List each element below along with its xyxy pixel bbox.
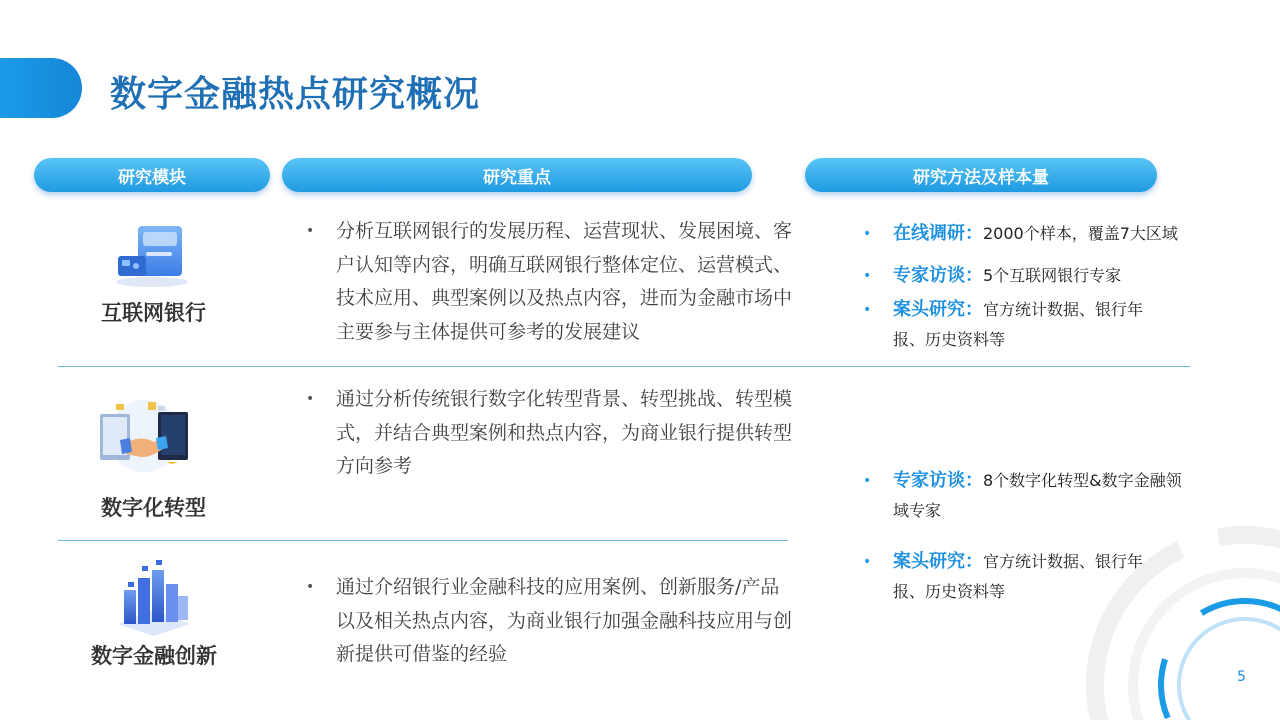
row-divider-2 <box>58 540 788 541</box>
method-value: 2000个样本，覆盖7大区域 <box>983 224 1178 243</box>
method-value: 8个数字化转型&数字金融领域专家 <box>893 471 1182 520</box>
bullet-dot-icon: • <box>863 302 872 318</box>
header-module-label: 研究模块 <box>118 167 186 188</box>
header-pill-method <box>805 158 1157 192</box>
header-pill-focus <box>282 158 752 192</box>
method-item-desk-research <box>863 295 1163 355</box>
module-label-internet-bank: 互联网银行 <box>101 301 206 325</box>
bullet-dot-icon: • <box>863 268 872 284</box>
handshake-screen-icon <box>96 398 192 474</box>
method-value: 官方统计数据、银行年报、历史资料等 <box>893 300 1144 349</box>
method-value: 5个互联网银行专家 <box>983 266 1122 285</box>
bank-card-terminal-icon <box>112 222 192 288</box>
method-key: 在线调研： <box>893 223 983 244</box>
module-label-digital-finance-innovation: 数字金融创新 <box>91 644 217 668</box>
bullet-dot-icon: • <box>863 226 872 242</box>
focus-item-3 <box>306 571 796 672</box>
page-title: 数字金融热点研究概况 <box>110 74 481 115</box>
method-key: 案头研究： <box>893 551 983 572</box>
bullet-dot-icon: • <box>306 223 315 239</box>
city-buildings-icon <box>114 560 194 638</box>
focus-text-2: 通过分析传统银行数字化转型背景、转型挑战、转型模式，并结合典型案例和热点内容，为商业银行提供转型方向参考 <box>336 388 793 477</box>
focus-item-1 <box>306 215 796 349</box>
method-key: 案头研究： <box>893 299 983 320</box>
row-divider-1 <box>58 366 1190 367</box>
module-label-digital-transformation: 数字化转型 <box>101 496 206 520</box>
method-value: 官方统计数据、银行年报、历史资料等 <box>893 552 1144 601</box>
bullet-dot-icon: • <box>306 391 315 407</box>
focus-text-3: 通过介绍银行业金融科技的应用案例、创新服务/产品以及相关热点内容，为商业银行加强金融科技应用与创新提供可借鉴的经验 <box>336 576 793 665</box>
bullet-dot-icon: • <box>306 579 315 595</box>
header-accent-tab <box>0 58 82 118</box>
method-key: 专家访谈： <box>893 470 983 491</box>
header-focus-label: 研究重点 <box>483 167 551 188</box>
bullet-dot-icon: • <box>863 473 872 489</box>
method-item-expert-interview <box>863 261 1193 291</box>
method-key: 专家访谈： <box>893 265 983 286</box>
header-method-label: 研究方法及样本量 <box>913 167 1049 188</box>
page-number: 5 <box>1237 669 1246 685</box>
focus-text-1: 分析互联网银行的发展历程、运营现状、发展困境、客户认知等内容，明确互联网银行整体定位、运营模式、技术应用、典型案例以及热点内容，进而为金融市场中主要参与主体提供可参考的发展建议 <box>336 220 793 343</box>
focus-item-2 <box>306 383 796 484</box>
method-item-online-survey <box>863 219 1193 249</box>
bullet-dot-icon: • <box>863 554 872 570</box>
header-pill-module <box>34 158 270 192</box>
